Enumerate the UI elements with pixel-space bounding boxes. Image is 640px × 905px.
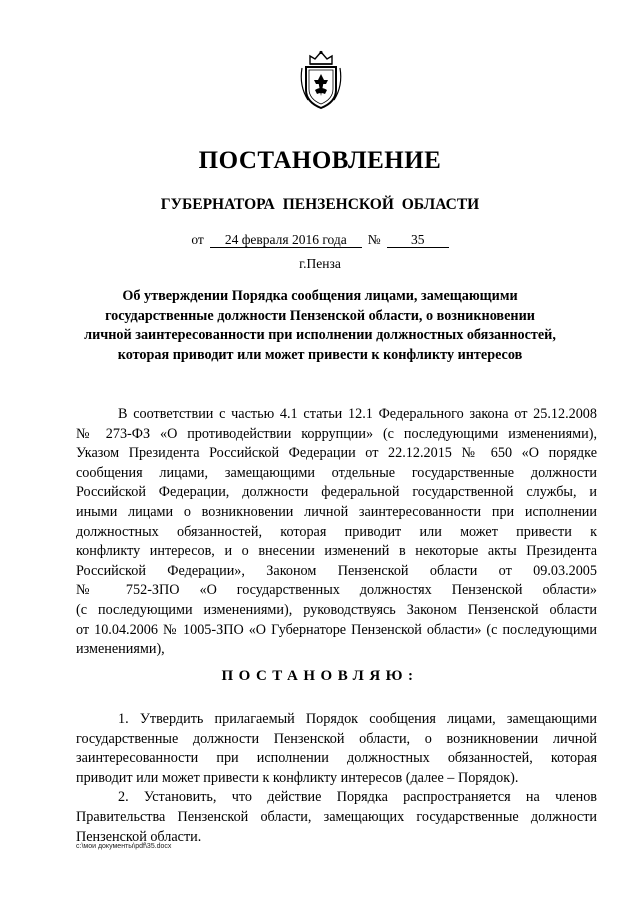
- preamble-line: конфликту интересов, и о внесении изменений в некоторые акты Президента: [76, 543, 597, 560]
- preamble-line: изменениями),: [76, 641, 165, 658]
- number-prefix: №: [367, 232, 381, 247]
- document-city: г.Пенза: [299, 256, 341, 271]
- preamble-line: Российской Федерации, должности федеральной государственной службы, и: [76, 484, 597, 501]
- coat-of-arms-icon: [296, 50, 346, 112]
- document-title: ПОСТАНОВЛЕНИЕ: [198, 147, 442, 174]
- preamble-paragraph: [76, 405, 597, 660]
- item-1-line: заинтересованности при исполнении должностных обязанностей, которая: [76, 750, 597, 767]
- document-number: 35: [387, 232, 449, 248]
- file-path-footer: c:\мои документы\pdf\35.docx: [76, 843, 172, 850]
- item-1-line: 1. Утвердить прилагаемый Порядок сообщения лицами, замещающими: [118, 711, 597, 727]
- heading-line: личной заинтересованности при исполнении должностных обязанностей,: [84, 327, 556, 343]
- preamble-line: № 273-ФЗ «О противодействии коррупции» (с последующими изменениями),: [76, 425, 597, 442]
- document-heading: [60, 287, 580, 365]
- preamble-line: Указом Президента Российской Федерации от 22.12.2015 № 650 «О порядке: [76, 445, 597, 462]
- preamble-line: В соответствии с частью 4.1 статьи 12.1 Федерального закона от 25.12.2008: [118, 406, 597, 422]
- preamble-line: № 752-ЗПО «О государственных должностях Пензенской области»: [76, 582, 597, 599]
- date-prefix: от: [191, 232, 204, 247]
- item-2-line: Правительства Пензенской области, замещающих государственные должности: [76, 808, 597, 825]
- preamble-line: сообщения лицами, замещающими отдельные государственные должности: [76, 464, 597, 481]
- preamble-line: (с последующими изменениями), руководствуясь Законом Пензенской области: [76, 601, 597, 618]
- decree-word: ПОСТАНОВЛЯЮ:: [221, 668, 419, 684]
- date-number-line: [0, 232, 640, 248]
- item-1-line: государственные должности Пензенской области, о возникновении личной: [76, 730, 597, 747]
- heading-line: Об утверждении Порядка сообщения лицами, замещающими: [122, 288, 518, 304]
- heading-line: которая приводит или может привести к конфликту интересов: [117, 346, 523, 363]
- preamble-line: от 10.04.2006 № 1005-ЗПО «О Губернаторе Пензенской области» (с последующими: [76, 621, 597, 638]
- preamble-line: должностных обязанностей, которая приводит или может привести к: [76, 523, 597, 540]
- item-2-line: Пензенской области.: [76, 828, 202, 845]
- decree-items: [76, 710, 597, 847]
- preamble-line: Российской Федерации», Законом Пензенской области от 09.03.2005: [76, 562, 597, 579]
- document-date: 24 февраля 2016 года: [210, 232, 362, 248]
- item-2-line: 2. Установить, что действие Порядка распространяется на членов: [118, 789, 597, 806]
- document-issuer: ГУБЕРНАТОРА ПЕНЗЕНСКОЙ ОБЛАСТИ: [160, 196, 480, 213]
- preamble-line: иными лицами о возникновении личной заинтересованности при исполнении: [76, 503, 597, 520]
- item-1-line: приводит или может привести к конфликту интересов (далее – Порядок).: [76, 769, 519, 786]
- heading-line: государственные должности Пензенской области, о возникновении: [105, 307, 535, 324]
